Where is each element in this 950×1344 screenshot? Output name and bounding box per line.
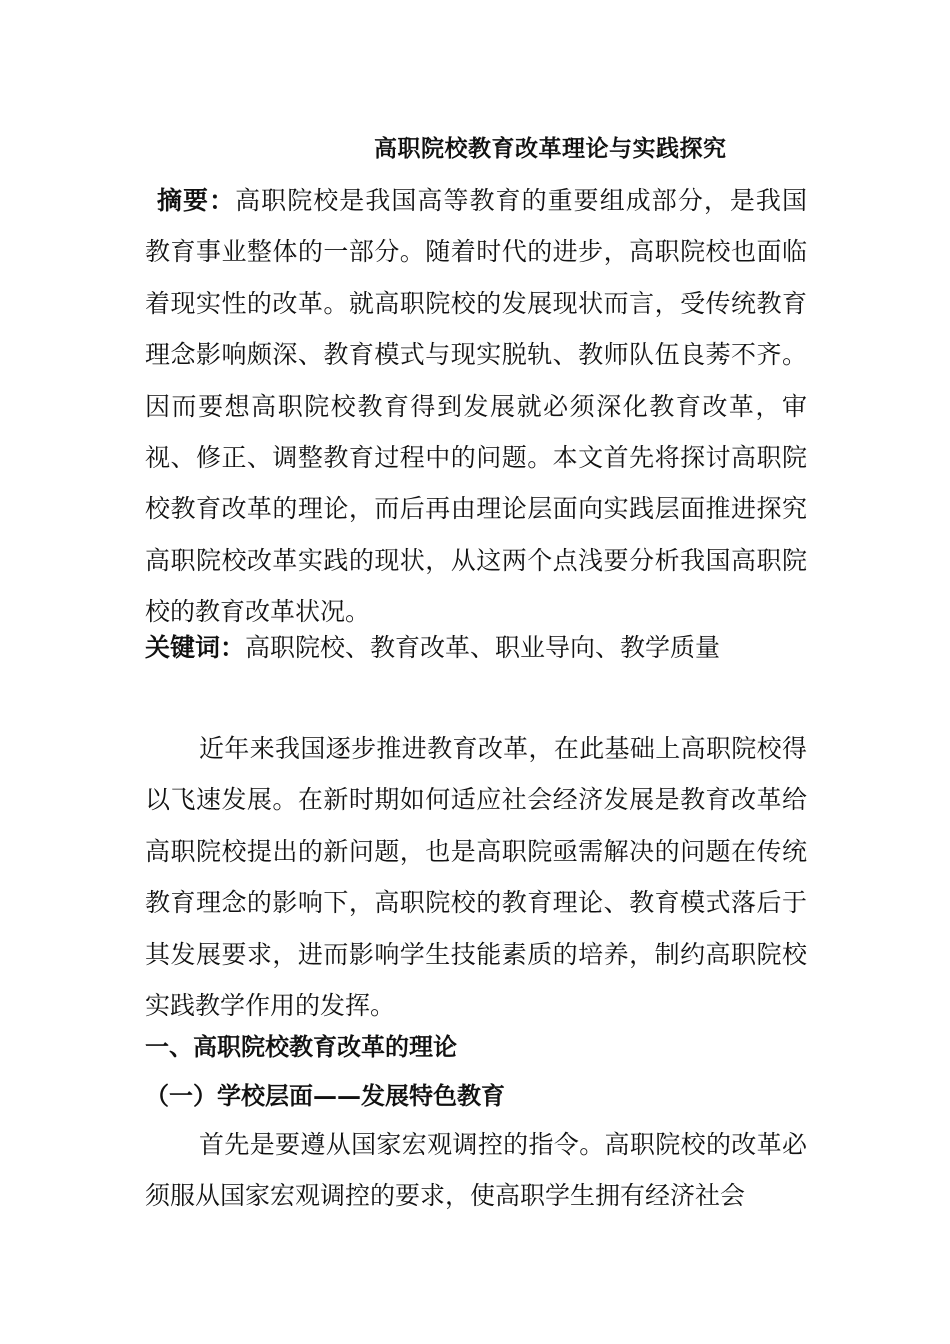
subsection-paragraph: 首先是要遵从国家宏观调控的指令。高职院校的改革必须服从国家宏观调控的要求，使高职学生拥有经济社会 xyxy=(145,1130,807,1211)
keywords-text: 高职院校、教育改革、职业导向、教学质量 xyxy=(245,633,721,662)
section-heading: 一、高职院校教育改革的理论 xyxy=(145,1032,457,1061)
keywords-label: 关键词： xyxy=(145,633,246,662)
subsection-heading: （一）学校层面——发展特色教育 xyxy=(145,1081,505,1110)
document-title: 高职院校教育改革理论与实践探究 xyxy=(374,135,727,162)
abstract-text: 高职院校是我国高等教育的重要组成部分，是我国教育事业整体的一部分。随着时代的进步，高职院校也面临着现实性的改革。就高职院校的发展现状而言，受传统教育理念影响颇深、教育模式与现实脱轨、教师队伍良莠不齐。因而要想高职院校教育得到发展就必须深化教育改革，审视、修正、调整教育过程中的问题。本文首先将探讨高职院校教育改革的理论，而后再由理论层面向实践层面推进探究高职院校改革实践的现状，从这两个点浅要分析我国高职院校的教育改革状况。 xyxy=(145,186,807,627)
keywords-line xyxy=(145,622,720,673)
intro-paragraph: 近年来我国逐步推进教育改革，在此基础上高职院校得以飞速发展。在新时期如何适应社会经济发展是教育改革给高职院校提出的新问题，也是高职院亟需解决的问题在传统教育理念的影响下，高职院校的教育理论、教育模式落后于其发展要求，进而影响学生技能素质的培养，制约高职院校实践教学作用的发挥。 xyxy=(145,734,807,1021)
abstract-label: 摘要： xyxy=(157,186,236,215)
abstract-paragraph xyxy=(145,175,807,638)
